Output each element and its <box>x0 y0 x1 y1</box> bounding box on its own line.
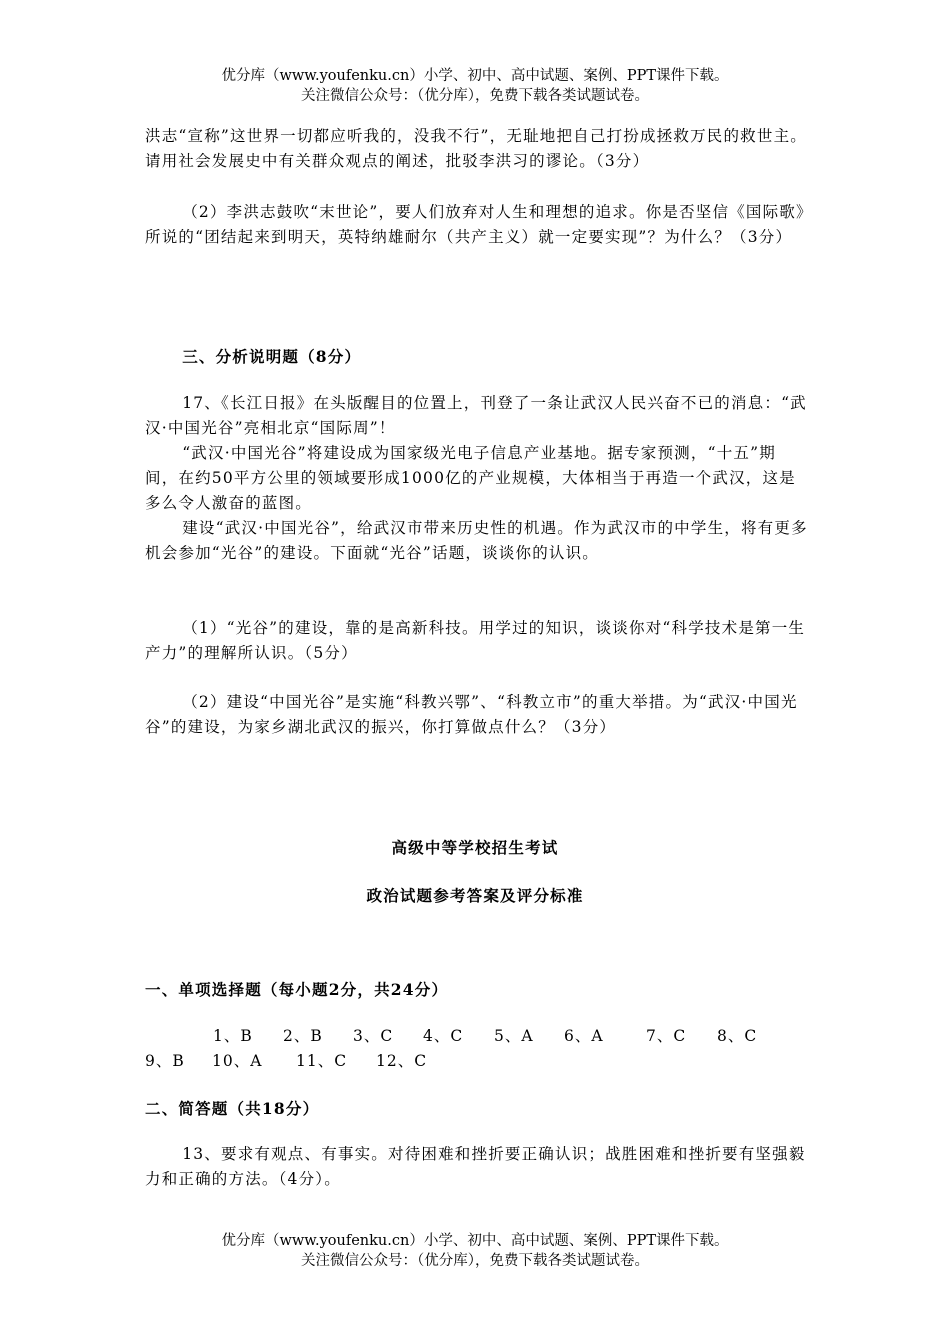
question-17-part-2: （2）建设“中国光谷”是实施“科教兴鄂”、“科教立市”的重大举措。为“武汉·中国光谷”的建设，为家乡湖北武汉的振兴，你打算做点什么？（3分） <box>145 693 798 736</box>
section-3-title: 三、分析说明题（8分） <box>182 347 362 366</box>
question-17-intro: 17、《长江日报》在头版醒目的位置上，刊登了一条让武汉人民兴奋不已的消息：“武汉·中国光谷”亮相北京“国际周”！ <box>145 394 807 437</box>
question-16-part-2: （2）李洪志鼓吹“末世论”，要人们放弃对人生和理想的追求。你是否坚信《国际歌》所说的“团结起来到明天，英特纳雄耐尔（共产主义）就一定要实现”？为什么？（3分） <box>145 203 805 246</box>
answer-item: 2、B <box>283 1027 323 1045</box>
answer-item: 12、C <box>376 1052 428 1070</box>
answer-item: 11、C <box>296 1052 348 1070</box>
answer-item: 4、C <box>423 1027 464 1045</box>
footer-line-2: 关注微信公众号：（优分库），免费下载各类试题试卷。 <box>301 1253 649 1269</box>
header-line-2: 关注微信公众号：（优分库），免费下载各类试题试卷。 <box>301 88 649 104</box>
header-line-1: 优分库（www.youfenku.cn）小学、初中、高中试题、案例、PPT课件下载。 <box>221 68 729 84</box>
answer-title-2: 政治试题参考答案及评分标准 <box>366 886 584 905</box>
question-17-paragraph-2: “武汉·中国光谷”将建设成为国家级光电子信息产业基地。据专家预测，“十五”期间，在约50平方公里的领域要形成1000亿的产业规模，大体相当于再造一个武汉，这是多么令人激奋的蓝图。 <box>145 444 796 512</box>
answer-13: 13、要求有观点、有事实。对待困难和挫折要正确认识；战胜困难和挫折要有坚强毅力和正确的方法。（4分）。 <box>145 1145 806 1188</box>
answer-item: 10、A <box>212 1052 263 1070</box>
answer-section-1-title: 一、单项选择题（每小题2分，共24分） <box>145 980 449 999</box>
answer-title-1: 高级中等学校招生考试 <box>391 838 559 857</box>
answer-item: 3、C <box>353 1027 394 1045</box>
answer-item: 9、B <box>145 1052 185 1070</box>
answer-item: 1、B <box>213 1027 253 1045</box>
question-17-paragraph-3: 建设“武汉·中国光谷”，给武汉市带来历史性的机遇。作为武汉市的中学生，将有更多机会参加“光谷”的建设。下面就“光谷”话题，谈谈你的认识。 <box>145 519 808 562</box>
answer-item: 6、A <box>564 1027 604 1045</box>
answer-item: 8、C <box>717 1027 758 1045</box>
question-17-part-1: （1）“光谷”的建设，靠的是高新科技。用学过的知识，谈谈你对“科学技术是第一生产力”的理解所认识。（5分） <box>145 619 806 662</box>
answer-item: 5、A <box>494 1027 534 1045</box>
footer-line-1: 优分库（www.youfenku.cn）小学、初中、高中试题、案例、PPT课件下载。 <box>221 1233 729 1249</box>
answer-item: 7、C <box>646 1027 687 1045</box>
continued-paragraph: 洪志“宣称”这世界一切都应听我的，没我不行”，无耻地把自己打扮成拯救万民的救世主。请用社会发展史中有关群众观点的阐述，批驳李洪习的谬论。（3分） <box>145 127 807 170</box>
answer-section-2-title: 二、简答题（共18分） <box>145 1099 320 1118</box>
